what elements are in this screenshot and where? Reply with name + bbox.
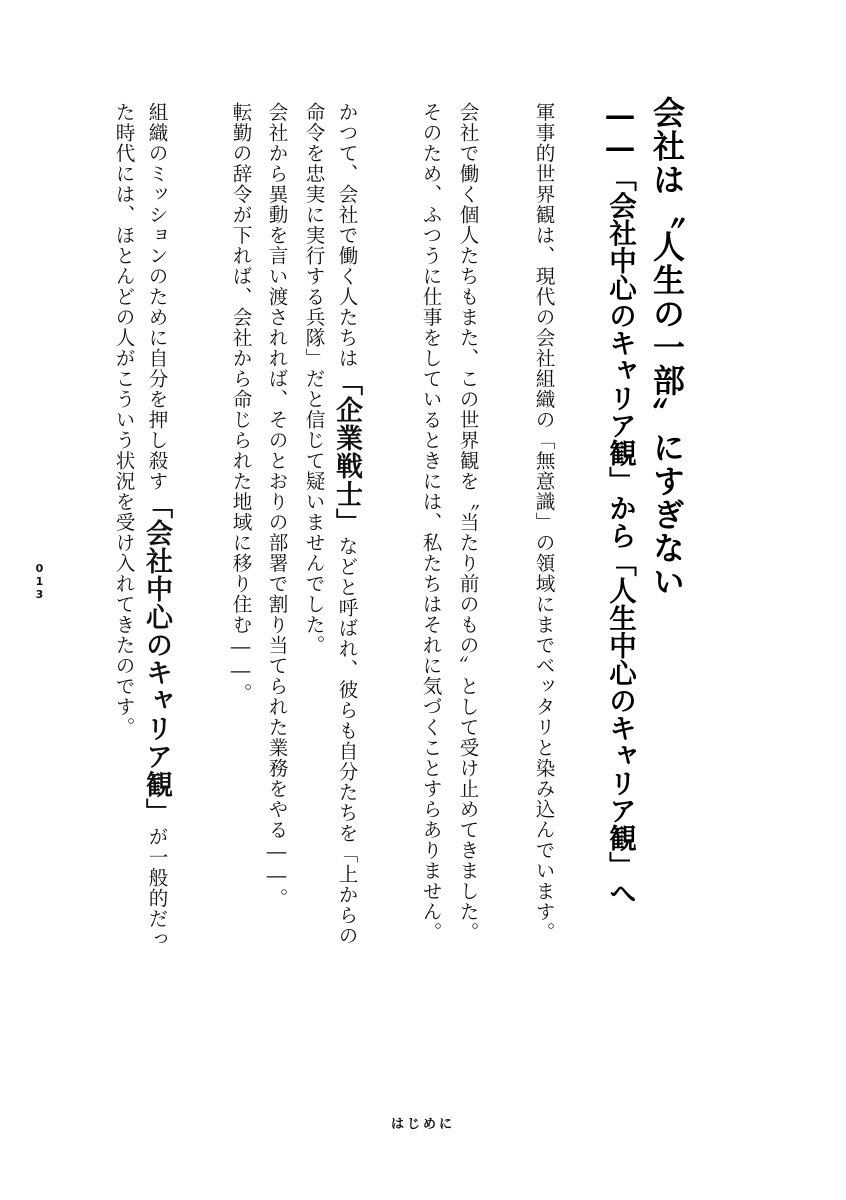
body-column [414,102,440,943]
body-text: かつて、会社で働く人たちは [335,102,358,369]
body-column [527,102,553,943]
body-text: 命令を忠実に実行する兵隊」だと信じて疑いませんでした。 [302,102,325,656]
body-text: などと呼ばれ、彼らも自分たちを「上からの [335,535,358,946]
emphasis-term: 「会社中心のキャリア観」 [141,491,172,827]
page-number: 013 [33,562,46,601]
body-text: 転勤の辞令が下れば、会社から命じられた地域に移り住む――。 [229,102,252,704]
body-text: 組織のミッションのために自分を押し殺す [145,102,168,492]
body-column [107,102,133,738]
running-footer: はじめに [390,1117,455,1132]
section-subtitle: ――「会社中心のキャリア観」から「人生中心のキャリア観」へ [604,100,636,907]
body-text: 会社から異動を言い渡されれば、そのとおりの部署で割り当てられた業務をやる――。 [265,102,288,909]
body-column [260,102,286,908]
body-column [451,102,477,943]
body-column [141,102,172,950]
body-text: そのため、ふつうに仕事をしているときには、私たちはそれに気づくことすらありません。 [419,102,442,943]
section-title: 会社は〝人生の一部〟にすぎない [648,96,686,599]
body-text: 会社で働く個人たちもまた、この世界観を〝当たり前のもの〟として受け止めてきました。 [456,102,479,943]
body-text: 軍事的世界観は、現代の会社組織の「無意識」の領域にまでベッタリと染み込んでいます。 [532,102,555,943]
body-text: が一般的だっ [145,826,168,950]
emphasis-term: 「企業戦士」 [331,368,362,536]
body-column [224,102,250,703]
body-column [297,102,323,656]
body-column [331,102,362,946]
body-text: た時代には、ほとんどの人がこういう状況を受け入れてきたのです。 [112,102,135,738]
